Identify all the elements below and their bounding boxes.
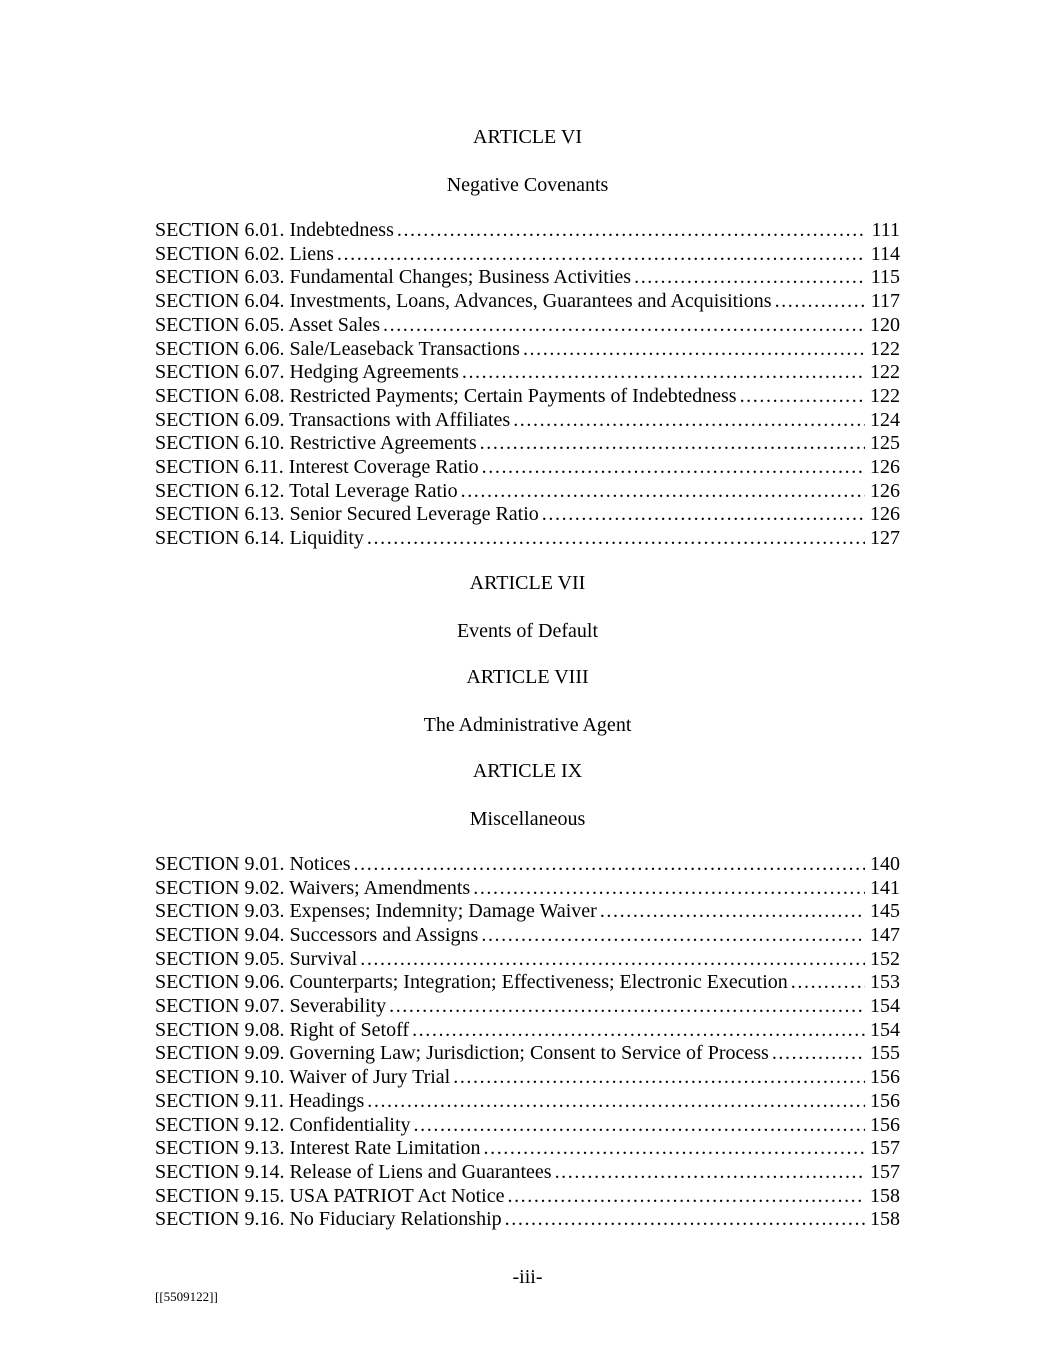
toc-entry-row bbox=[155, 456, 900, 480]
toc-entry-label: SECTION 6.05. Asset Sales bbox=[155, 313, 380, 336]
toc-entry-page-number: 127 bbox=[870, 527, 900, 550]
toc-entry-row bbox=[155, 503, 900, 527]
dot-leader bbox=[389, 995, 865, 1019]
dot-leader bbox=[740, 385, 865, 409]
toc-entry-row bbox=[155, 853, 900, 877]
toc-entry-page-number: 126 bbox=[870, 479, 900, 502]
toc-entry-page-number: 154 bbox=[870, 995, 900, 1018]
toc-entry-page-number: 158 bbox=[870, 1208, 900, 1231]
toc-entry-row bbox=[155, 527, 900, 551]
toc-entry-row bbox=[155, 1066, 900, 1090]
toc-entry-label: SECTION 6.06. Sale/Leaseback Transactions bbox=[155, 337, 520, 360]
dot-leader bbox=[542, 503, 865, 527]
dot-leader bbox=[600, 900, 865, 924]
toc-entry-label: SECTION 9.15. USA PATRIOT Act Notice bbox=[155, 1184, 505, 1207]
article-subheading: Events of Default bbox=[456, 619, 599, 642]
toc-entry-page-number: 124 bbox=[870, 408, 900, 431]
toc-entry-row bbox=[155, 971, 900, 995]
dot-leader bbox=[772, 1042, 865, 1066]
toc-entry-label: SECTION 9.11. Headings bbox=[155, 1089, 365, 1112]
toc-entry-label: SECTION 6.08. Restricted Payments; Certain Payments of Indebtedness bbox=[155, 384, 737, 407]
toc-entry-page-number: 122 bbox=[870, 337, 900, 360]
toc-entry-label: SECTION 9.01. Notices bbox=[155, 852, 351, 875]
toc-entry-row bbox=[155, 1042, 900, 1066]
toc-entry-page-number: 120 bbox=[870, 313, 900, 336]
article-subheading: The Administrative Agent bbox=[423, 713, 632, 736]
article-subheading: Miscellaneous bbox=[469, 807, 586, 830]
toc-entry-row bbox=[155, 1185, 900, 1209]
toc-entry-label: SECTION 9.16. No Fiduciary Relationship bbox=[155, 1208, 502, 1231]
toc-entry-row bbox=[155, 361, 900, 385]
dot-leader bbox=[523, 338, 865, 362]
dot-leader bbox=[462, 361, 865, 385]
table-of-contents bbox=[155, 125, 900, 1252]
toc-entry-page-number: 158 bbox=[870, 1184, 900, 1207]
dot-leader bbox=[775, 290, 866, 314]
toc-entry-label: SECTION 6.10. Restrictive Agreements bbox=[155, 432, 477, 455]
toc-entry-page-number: 154 bbox=[870, 1018, 900, 1041]
toc-entry-row bbox=[155, 948, 900, 972]
toc-entry-row bbox=[155, 1114, 900, 1138]
article-heading: ARTICLE VII bbox=[469, 571, 586, 594]
toc-entry-page-number: 147 bbox=[870, 923, 900, 946]
toc-entry-row bbox=[155, 314, 900, 338]
toc-article-block bbox=[155, 759, 900, 1232]
dot-leader bbox=[412, 1019, 865, 1043]
dot-leader bbox=[634, 266, 866, 290]
toc-entry-page-number: 114 bbox=[870, 242, 900, 265]
article-heading: ARTICLE VIII bbox=[466, 665, 589, 688]
toc-entry-row bbox=[155, 877, 900, 901]
dot-leader bbox=[791, 971, 865, 995]
toc-entry-page-number: 140 bbox=[870, 852, 900, 875]
toc-entry-page-number: 117 bbox=[870, 290, 900, 313]
toc-entry-row bbox=[155, 1090, 900, 1114]
toc-entry-page-number: 155 bbox=[870, 1042, 900, 1065]
toc-entry-page-number: 125 bbox=[870, 432, 900, 455]
toc-entry-label: SECTION 6.04. Investments, Loans, Advances, Guarantees and Acquisitions bbox=[155, 290, 772, 313]
toc-entry-label: SECTION 9.08. Right of Setoff bbox=[155, 1018, 410, 1041]
toc-entry-label: SECTION 6.14. Liquidity bbox=[155, 527, 364, 550]
toc-entry-page-number: 156 bbox=[870, 1066, 900, 1089]
dot-leader bbox=[480, 432, 865, 456]
toc-article-block bbox=[155, 125, 900, 551]
toc-entry-label: SECTION 6.07. Hedging Agreements bbox=[155, 361, 459, 384]
dot-leader bbox=[414, 1114, 865, 1138]
toc-entry-label: SECTION 9.13. Interest Rate Limitation bbox=[155, 1137, 481, 1160]
toc-entry-label: SECTION 9.02. Waivers; Amendments bbox=[155, 876, 471, 899]
dot-leader bbox=[484, 1137, 866, 1161]
toc-entry-page-number: 157 bbox=[870, 1160, 900, 1183]
toc-entry-page-number: 126 bbox=[870, 503, 900, 526]
dot-leader bbox=[505, 1208, 865, 1232]
toc-entry-row bbox=[155, 1137, 900, 1161]
dot-leader bbox=[555, 1161, 865, 1185]
toc-entry-label: SECTION 9.10. Waiver of Jury Trial bbox=[155, 1066, 451, 1089]
toc-entry-label: SECTION 9.12. Confidentiality bbox=[155, 1113, 411, 1136]
toc-entry-label: SECTION 9.09. Governing Law; Jurisdiction; Consent to Service of Process bbox=[155, 1042, 769, 1065]
toc-entry-page-number: 115 bbox=[870, 266, 900, 289]
dot-leader bbox=[461, 480, 865, 504]
toc-entry-page-number: 153 bbox=[870, 971, 900, 994]
dot-leader bbox=[513, 409, 865, 433]
dot-leader bbox=[482, 456, 865, 480]
toc-article-block bbox=[155, 571, 900, 643]
toc-entry-label: SECTION 6.01. Indebtedness bbox=[155, 219, 394, 241]
toc-entry-page-number: 111 bbox=[871, 219, 900, 241]
toc-entry-label: SECTION 9.05. Survival bbox=[155, 947, 358, 970]
dot-leader bbox=[367, 527, 865, 551]
article-heading: ARTICLE VI bbox=[473, 126, 582, 148]
toc-entry-label: SECTION 6.11. Interest Coverage Ratio bbox=[155, 456, 479, 479]
toc-entry-list bbox=[155, 219, 900, 551]
dot-leader bbox=[360, 948, 865, 972]
dot-leader bbox=[337, 243, 866, 267]
footer-page-number: -iii- bbox=[512, 1266, 543, 1288]
dot-leader bbox=[383, 314, 865, 338]
toc-entry-row bbox=[155, 900, 900, 924]
toc-entry-row bbox=[155, 480, 900, 504]
dot-leader bbox=[397, 219, 867, 243]
toc-entry-row bbox=[155, 219, 900, 243]
toc-entry-page-number: 157 bbox=[870, 1137, 900, 1160]
toc-entry-row bbox=[155, 290, 900, 314]
toc-entry-label: SECTION 6.13. Senior Secured Leverage Ratio bbox=[155, 503, 539, 526]
toc-entry-list bbox=[155, 853, 900, 1232]
toc-entry-page-number: 122 bbox=[870, 361, 900, 384]
toc-entry-row bbox=[155, 338, 900, 362]
toc-entry-page-number: 126 bbox=[870, 456, 900, 479]
toc-entry-row bbox=[155, 924, 900, 948]
toc-entry-label: SECTION 6.03. Fundamental Changes; Business Activities bbox=[155, 266, 632, 289]
dot-leader bbox=[507, 1185, 865, 1209]
toc-entry-row bbox=[155, 266, 900, 290]
toc-entry-page-number: 141 bbox=[870, 876, 900, 899]
toc-entry-page-number: 152 bbox=[870, 947, 900, 970]
toc-entry-label: SECTION 9.06. Counterparts; Integration; Effectiveness; Electronic Execution bbox=[155, 971, 788, 994]
toc-entry-label: SECTION 9.14. Release of Liens and Guarantees bbox=[155, 1160, 552, 1183]
toc-entry-label: SECTION 6.09. Transactions with Affiliates bbox=[155, 408, 511, 431]
toc-entry-page-number: 122 bbox=[870, 384, 900, 407]
toc-entry-row bbox=[155, 1161, 900, 1185]
toc-entry-row bbox=[155, 432, 900, 456]
toc-entry-page-number: 145 bbox=[870, 900, 900, 923]
toc-entry-label: SECTION 6.12. Total Leverage Ratio bbox=[155, 479, 458, 502]
article-subheading: Negative Covenants bbox=[446, 174, 609, 196]
toc-article-block bbox=[155, 665, 900, 737]
dot-leader bbox=[473, 877, 865, 901]
toc-entry-page-number: 156 bbox=[870, 1113, 900, 1136]
toc-entry-row bbox=[155, 409, 900, 433]
toc-entry-label: SECTION 9.03. Expenses; Indemnity; Damage Waiver bbox=[155, 900, 597, 923]
dot-leader bbox=[453, 1066, 865, 1090]
toc-entry-row bbox=[155, 243, 900, 267]
dot-leader bbox=[354, 853, 865, 877]
toc-entry-row bbox=[155, 1019, 900, 1043]
dot-leader bbox=[367, 1090, 865, 1114]
dot-leader bbox=[481, 924, 865, 948]
toc-entry-label: SECTION 9.07. Severability bbox=[155, 995, 387, 1018]
footer-doc-id: [[5509122]] bbox=[155, 1289, 218, 1304]
toc-entry-label: SECTION 9.04. Successors and Assigns bbox=[155, 923, 479, 946]
toc-entry-row bbox=[155, 385, 900, 409]
toc-entry-row bbox=[155, 1208, 900, 1232]
toc-entry-label: SECTION 6.02. Liens bbox=[155, 242, 334, 265]
toc-entry-row bbox=[155, 995, 900, 1019]
toc-entry-page-number: 156 bbox=[870, 1089, 900, 1112]
article-heading: ARTICLE IX bbox=[472, 759, 583, 782]
